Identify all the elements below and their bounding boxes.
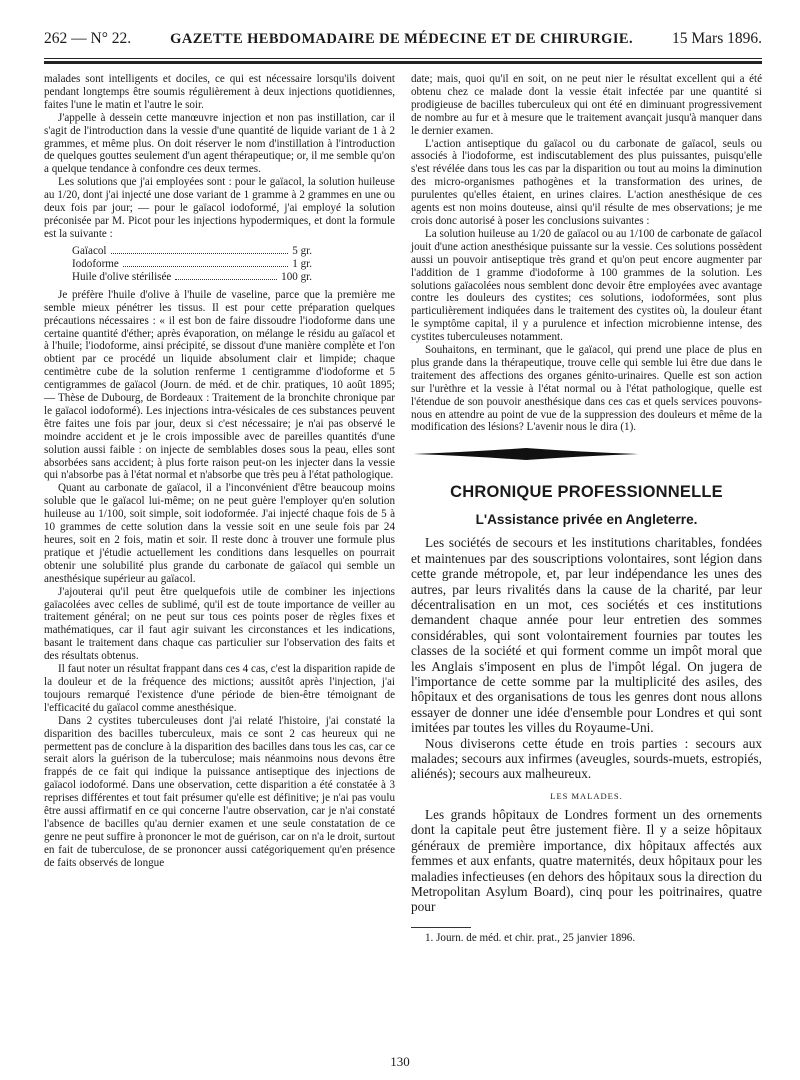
formula-item: Huile d'olive stérilisée (72, 270, 172, 283)
formula-row (72, 245, 312, 258)
formula-row (72, 258, 312, 271)
header-rule (44, 58, 762, 59)
paragraph: date; mais, quoi qu'il en soit, on ne peut nier le résultat excellent qui a été obtenu chez ce malade dont la vessie était infectée par une quantité si prodigieuse de bacilles tuberculeux qui ont été en diminuant progressivement de nombre au fur et à mesure que le traitement avançait jusqu'à manquer dans le dernier examen. (411, 73, 762, 137)
header-page-issue: 262 — N° 22. (44, 30, 132, 47)
subsection-heading: LES MALADES. (550, 790, 623, 801)
paragraph: Quant au carbonate de gaïacol, il a l'inconvénient d'être beaucoup moins soluble que le gaïacol lui-même; on ne peut guère l'employer qu'en solution huileuse au 1/100, soit simple, soit iodoformée. J'ai injecté chaque fois de 5 à 10 grammes de cette solution dans la vessie soit en une seule fois par 24 heures, soit en 2 fois, matin et soir. Il reste donc à trouver une formule plus pratique et j'étudie actuellement les conditions dans lesquelles on pourrait obtenir une solubilité plus grande du carbonate de gaïacol qui semble un anesthésique supérieur au gaïacol. (44, 482, 395, 585)
left-column (44, 73, 395, 945)
page-number: 130 (390, 1054, 410, 1069)
leader-dots (123, 258, 288, 267)
header-journal-title: GAZETTE HEBDOMADAIRE DE MÉDECINE ET DE CHIRURGIE. (170, 31, 634, 47)
section-title: CHRONIQUE PROFESSIONNELLE (450, 483, 723, 502)
formula-item: Gaïacol (72, 244, 107, 257)
header-rule-thick (44, 61, 762, 64)
paragraph: Dans 2 cystites tuberculeuses dont j'ai relaté l'histoire, j'ai constaté la disparition des bacilles tuberculeux, mais ce sont 2 cas heureux qui ne permettent pas de conclure à la disparition des bacilles dans tous les cas, car ce serait alors la guérison de la tuberculose; mais néanmoins nous devons être frappés de ce fait qui indique la puissance antiseptique des injections de gaïacol iodoformé. Dans une observation, cette disparition a été constatée à 3 reprises différentes et tout fait présumer qu'elle est définitive; je n'ai pas voulu être aussi affirmatif en ce qui concerne l'autre observation, car je n'ai constaté l'absence de bacilles qu'au dernier examen et une seule constatation de ce genre ne peut suffire à prononcer le mot de guérison, car on n'a le droit, surtout en fait de tuberculose, de se prononcer aussi catégoriquement qu'en présence de faits observés de longue (44, 714, 395, 869)
formula-qty: 100 gr. (281, 270, 312, 283)
formula-table (72, 245, 395, 284)
paragraph: Je préfère l'huile d'olive à l'huile de vaseline, parce que la première me semble mieux pénétrer les tissus. Il est pour cette préparation quelques précautions nécessaires : « il est bon de faire dissoudre l'iodoforme dans une certaine quantité d'éther; après évaporation, on mélange le résidu au gaïacol et à l'huile; l'iodoforme, ainsi précipité, se dissout d'une manière complète et l'on obtient par ce procédé un liquide absolument clair et limpide; chaque centimètre cube de la solution renferme 1 centigramme d'iodoforme et 5 centigrammes de gaïacol (Journ. de méd. et de chir. pratiques, 10 août 1895; — Thèse de Dubourg, de Bordeaux : Traitement de la bronchite chronique par le gaïacol iodoformé). Les injections intra-vésicales de ces substances peuvent être faites une fois par jour, deux si c'est nécessaire; je n'ai pas observé le moindre accident et je le crois impossible avec de pareilles quantités d'une solution aussi faible : on injecte de semblables doses sous la peau, elles sont absorbées sans accident; à plus forte raison peut-on les injecter dans la vessie qui n'absorbe pas à l'état normal et n'absorbe que très peu à l'état pathologique. (44, 288, 395, 482)
paragraph: J'ajouterai qu'il peut être quelquefois utile de combiner les injections gaïacolées avec celles de sublimé, qu'il est de toute importance de veiller au traitement général; on ne peut sur tous ces points poser de règles fixes et mathématiques, car il faut agir suivant les circonstances et les indications, basant le traitement dans chaque cas particulier sur l'observation des faits et des résultats obtenus. (44, 585, 395, 663)
two-column-body (44, 73, 762, 945)
leader-dots (111, 245, 289, 254)
page (44, 30, 762, 1060)
formula-qty: 5 gr. (292, 244, 312, 257)
paragraph: La solution huileuse au 1/20 de gaïacol ou au 1/100 de carbonate de gaïacol jouit d'une action anesthésique puissante sur la vessie. Ces solutions possèdent aussi un pouvoir antiseptique très grand et qu'on peut encore augmenter par l'addition de 1 gramme d'iodoforme à 100 grammes de la solution. Les solutions gaïacolées nous semblent donc devoir être employées avec avantage contre les douleurs des cystites; ces solutions, iodoformées, sont plus particulièrement indiquées dans le traitement des cystites où, la douleur étant le symptôme capital, il y a purulence et infection microbienne intense, des cystites tuberculeuses notamment. (411, 227, 762, 344)
formula-qty: 1 gr. (292, 257, 312, 270)
paragraph: malades sont intelligents et dociles, ce qui est nécessaire lorsqu'ils doivent pendant longtemps être soumis régulièrement à deux injections quotidiennes, faites l'une le matin et l'autre le soir. (44, 73, 395, 111)
footnote: 1. Journ. de méd. et chir. prat., 25 janvier 1896. (425, 931, 636, 944)
formula-row (72, 271, 312, 284)
footnote-rule (411, 927, 471, 928)
paragraph: L'action antiseptique du gaïacol ou du carbonate de gaïacol, seuls ou associés à l'iodoforme, est indiscutablement des plus puissantes, puisqu'elle s'est révélée dans tous les cas par la disparition ou tout au moins la diminution des micro-organismes pathogènes et la transformation des urines, de purulentes qu'elles étaient, en urines claires. L'action anesthésique de ces agents est non moins douteuse, ainsi qu'il résulte de mes observations; je me crois donc autorisé à poser les conclusions suivantes : (411, 137, 762, 227)
formula-item: Iodoforme (72, 257, 119, 270)
leader-dots (175, 271, 277, 280)
header-date: 15 Mars 1896. (672, 30, 762, 47)
paragraph: J'appelle à dessein cette manœuvre injection et non pas instillation, car il s'agit de l'introduction dans la vessie d'une quantité de liquide variant de 1 à 2 grammes, et même plus. On doit réserver le nom d'instillation à l'introduction de quelques gouttes seulement d'un agent thérapeutique; or, il me semble qu'on a quelque tendance à confondre ces deux termes. (44, 111, 395, 176)
article-paragraph: Nous diviserons cette étude en trois parties : secours aux malades; secours aux infirmes (aveugles, sourds-muets, estropiés, aliénés); secours aux malheureux. (411, 735, 762, 782)
section-divider-ornament (411, 446, 641, 462)
running-header (44, 30, 762, 56)
right-column (411, 73, 762, 945)
article-title: L'Assistance privée en Angleterre. (475, 512, 698, 528)
paragraph: Il faut noter un résultat frappant dans ces 4 cas, c'est la disparition rapide de la douleur et de la fréquence des mictions; aussitôt après l'injection, j'ai toujours remarqué l'existence d'une période de bien-être témoignant de l'efficacité du gaïacol comme anesthésique. (44, 663, 395, 714)
paragraph: Les solutions que j'ai employées sont : pour le gaïacol, la solution huileuse au 1/20, dont j'ai injecté une dose variant de 1 gramme à 2 grammes en une ou deux fois par jour; — pour le gaïacol iodoformé, j'ai employé la solution préconisée par M. Picot pour les injections hypodermiques, et dont la formule est la suivante : (44, 176, 395, 240)
article-paragraph: Les sociétés de secours et les institutions charitables, fondées et maintenues par des souscriptions volontaires, sont légion dans cette grande métropole, et, par leur indépendance les unes des autres, par leurs rivalités dans la cause de la charité, par leur décentralisation en un mot, ces sociétés et ces institutions demandent chaque année pour leur entretien des sommes considérables, qui sont volontairement fournies par toutes les classes de la société et qui forment comme un impôt moral que les Anglais s'imposent en plus de l'impôt légal. On jugera de l'importance de cette somme par la multiplicité des asiles, des hôpitaux et des organisations de tous les genres dont nous allons essayer de donner une idée d'ensemble pour Londres et qui sont imitées par toutes les villes du Royaume-Uni. (411, 535, 762, 736)
article-paragraph: Les grands hôpitaux de Londres forment un des ornements dont la capitale peut être justement fière. Il y a seize hôpitaux généraux de première importance, dix hôpitaux affectés aux femmes et aux enfants, quatre maternités, deux hôpitaux pour les maladies infectieuses (en dehors des hôpitaux sous la direction du Metropolitan Asylum Board), cinq pour les poitrinaires, quatre pour (411, 806, 762, 915)
paragraph: Souhaitons, en terminant, que le gaïacol, qui prend une place de plus en plus grande dans la thérapeutique, trouve celle qui semble lui être due dans le traitement des affections des organes génito-urinaires. Quelle est son action sur l'urèthre et la vessie à l'état normal ou à l'état pathologique, quelle est l'étendue de son pouvoir anesthésique dans ces cas et quels services pouvons-nous en attendre au point de vue de la suppression des douleurs et même de la modification des lésions? L'avenir nous le dira (1). (411, 344, 762, 434)
